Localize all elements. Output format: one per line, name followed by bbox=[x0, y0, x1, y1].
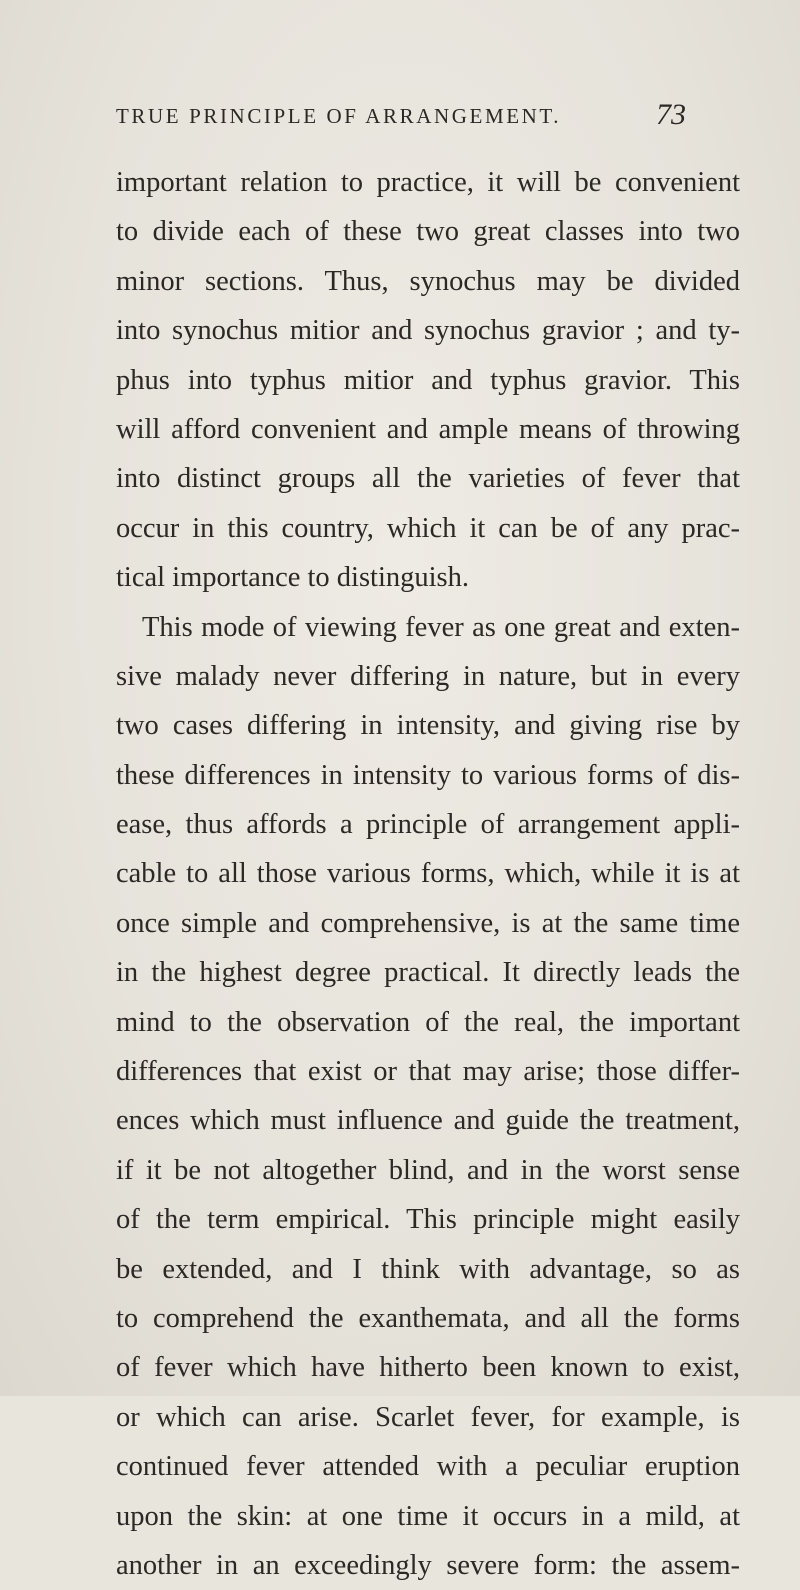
text-line: into synochus mitior and synochus gravior ; and ty- bbox=[116, 315, 740, 347]
text-line: continued fever attended with a peculiar eruption bbox=[116, 1451, 740, 1483]
text-line: This mode of viewing fever as one great and exten- bbox=[142, 611, 740, 643]
text-line: ences which must influence and guide the treatment, bbox=[116, 1105, 740, 1137]
text-line: to divide each of these two great classes into two bbox=[116, 216, 740, 248]
page-number: 73 bbox=[656, 98, 686, 131]
paragraph-1 bbox=[116, 158, 740, 603]
paragraph-2 bbox=[116, 603, 740, 1590]
text-line: will afford convenient and ample means of throwing bbox=[116, 413, 740, 445]
text-line: or which can arise. Scarlet fever, for example, is bbox=[116, 1401, 740, 1433]
text-line: minor sections. Thus, synochus may be divided bbox=[116, 265, 740, 297]
text-line: important relation to practice, it will be convenient bbox=[116, 167, 740, 198]
text-line: of the term empirical. This principle might easily bbox=[116, 1204, 740, 1236]
text-line: tical importance to distinguish. bbox=[116, 562, 470, 594]
text-line: to comprehend the exanthemata, and all the forms bbox=[116, 1302, 740, 1334]
text-line: upon the skin: at one time it occurs in a mild, at bbox=[116, 1500, 740, 1532]
text-line: phus into typhus mitior and typhus gravior. This bbox=[116, 364, 740, 396]
text-line: ease, thus affords a principle of arrangement appli- bbox=[116, 809, 740, 841]
text-line: occur in this country, which it can be of any prac- bbox=[116, 512, 740, 544]
text-line: cable to all those various forms, which, while it is at bbox=[116, 858, 740, 890]
text-line: in the highest degree practical. It directly leads the bbox=[116, 957, 740, 989]
running-head: TRUE PRINCIPLE OF ARRANGEMENT. bbox=[116, 104, 562, 128]
text-line: if it be not altogether blind, and in the worst sense bbox=[116, 1154, 740, 1186]
text-line: sive malady never differing in nature, but in every bbox=[116, 660, 740, 692]
text-line: of fever which have hitherto been known to exist, bbox=[116, 1352, 740, 1384]
text-line: these differences in intensity to various forms of dis- bbox=[116, 759, 740, 791]
text-line: be extended, and I think with advantage, so as bbox=[116, 1253, 740, 1285]
text-line: into distinct groups all the varieties of fever that bbox=[116, 463, 740, 495]
body-text bbox=[116, 158, 740, 1590]
text-line: mind to the observation of the real, the important bbox=[116, 1006, 740, 1038]
text-line: another in an exceedingly severe form: the assem- bbox=[116, 1549, 740, 1581]
page-header bbox=[116, 98, 686, 144]
text-line: differences that exist or that may arise; those differ- bbox=[116, 1056, 740, 1088]
text-line: two cases differing in intensity, and giving rise by bbox=[116, 710, 740, 742]
text-line: once simple and comprehensive, is at the same time bbox=[116, 907, 740, 939]
